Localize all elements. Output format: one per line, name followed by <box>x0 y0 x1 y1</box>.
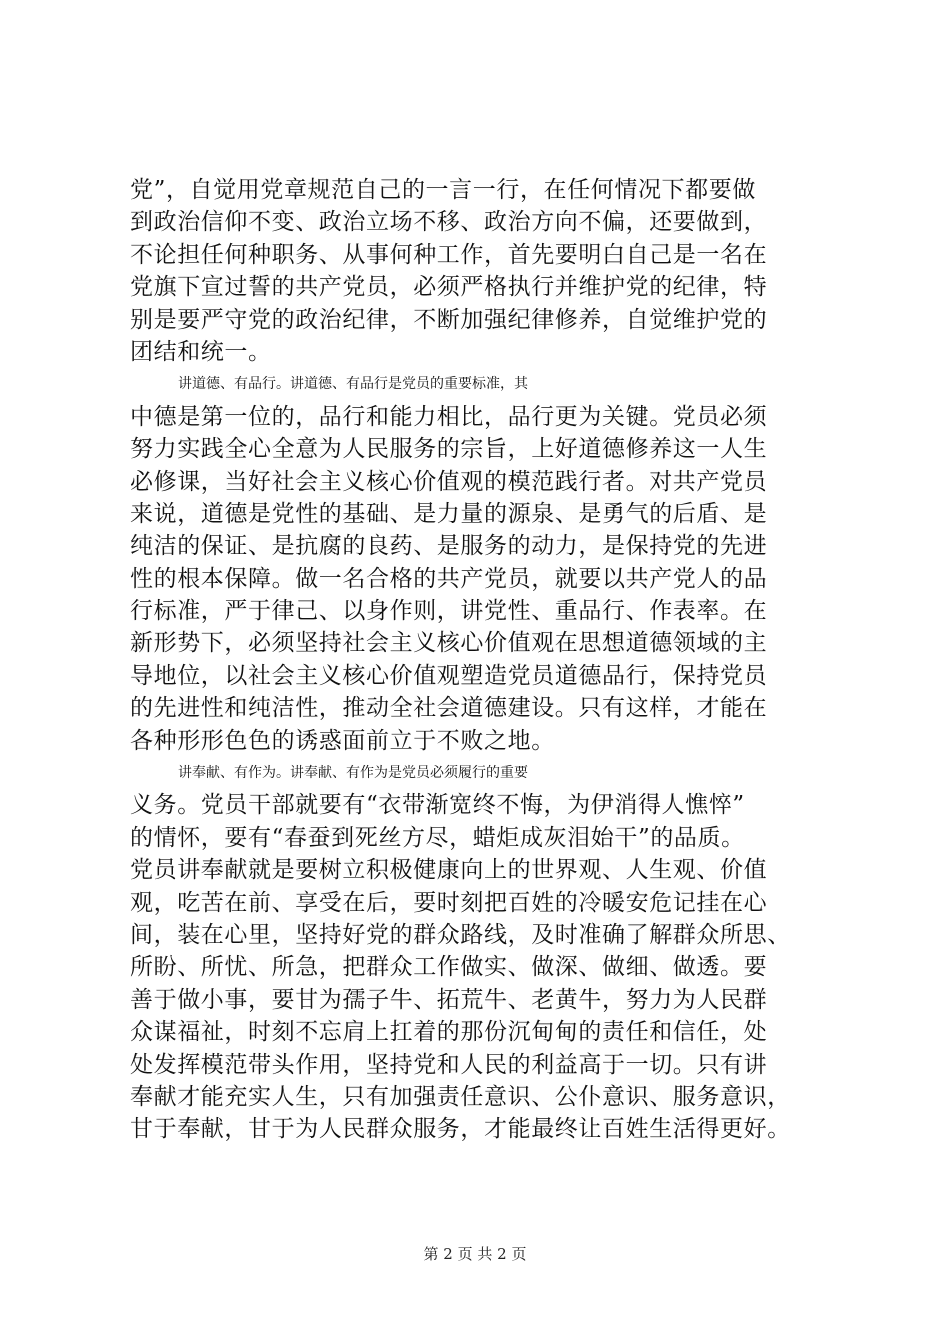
text-line: 团结和统一。 <box>130 338 272 365</box>
text-line: 观，吃苦在前、享受在后，要时刻把百姓的冷暖安危记挂在心 <box>130 889 768 916</box>
text-line: 不论担任何种职务、从事何种工作，首先要明白自己是一名在 <box>130 241 768 268</box>
text-line: 的先进性和纯洁性，推动全社会道德建设。只有这样，才能在 <box>130 695 768 722</box>
text-line: 导地位，以社会主义核心价值观塑造党员道德品行，保持党员 <box>130 662 768 689</box>
text-line: 的情怀，要有“春蚕到死丝方尽，蜡炬成灰泪始干”的品质。 <box>130 824 745 851</box>
text-line: 努力实践全心全意为人民服务的宗旨，上好道德修养这一人生 <box>130 436 768 463</box>
text-line: 善于做小事，要甘为孺子牛、拓荒牛、老黄牛，努力为人民群 <box>130 986 768 1013</box>
text-line: 党旗下宣过誓的共产党员，必须严格执行并维护党的纪律，特 <box>130 274 768 301</box>
text-line: 来说，道德是党性的基础、是力量的源泉、是勇气的后盾、是 <box>130 500 768 527</box>
text-line: 党员讲奉献就是要树立积极健康向上的世界观、人生观、价值 <box>130 857 768 884</box>
text-line: 纯洁的保证、是抗腐的良药、是服务的动力，是保持党的先进 <box>130 533 768 560</box>
text-line: 党”，自觉用党章规范自己的一言一行，在任何情况下都要做 <box>130 177 756 203</box>
text-line: 义务。党员干部就要有“衣带渐宽终不悔，为伊消得人憔悴” <box>130 792 745 819</box>
text-line: 行标准，严于律己、以身作则，讲党性、重品行、作表率。在 <box>130 598 768 625</box>
text-line: 甘于奉献，甘于为人民群众服务，才能最终让百姓生活得更好。 <box>130 1116 791 1143</box>
page-footer: 第 2 页 共 2 页 <box>423 1245 527 1263</box>
text-line: 讲道德、有品行。讲道德、有品行是党员的重要标准，其 <box>178 376 528 393</box>
text-line: 间，装在心里，坚持好党的群众路线，及时准确了解群众所思、 <box>130 921 791 948</box>
text-line: 奉献才能充实人生，只有加强责任意识、公仆意识、服务意识， <box>130 1083 791 1110</box>
text-line: 所盼、所忧、所急，把群众工作做实、做深、做细、做透。要 <box>130 954 768 981</box>
text-line: 众谋福祉，时刻不忘肩上扛着的那份沉甸甸的责任和信任，处 <box>130 1019 768 1046</box>
text-line: 到政治信仰不变、政治立场不移、政治方向不偏，还要做到， <box>130 209 768 236</box>
text-line: 新形势下，必须坚持社会主义核心价值观在思想道德领域的主 <box>130 630 768 657</box>
text-line: 性的根本保障。做一名合格的共产党员，就要以共产党人的品 <box>130 565 768 592</box>
text-line: 处发挥模范带头作用，坚持党和人民的利益高于一切。只有讲 <box>130 1051 768 1078</box>
text-line: 必修课，当好社会主义核心价值观的模范践行者。对共产党员 <box>130 468 768 495</box>
document-body <box>130 174 832 1146</box>
text-line: 别是要严守党的政治纪律，不断加强纪律修养，自觉维护党的 <box>130 306 768 333</box>
text-line: 各种形形色色的诱惑面前立于不败之地。 <box>130 727 555 754</box>
text-line: 中德是第一位的，品行和能力相比，品行更为关键。党员必须 <box>130 403 768 430</box>
text-line: 讲奉献、有作为。讲奉献、有作为是党员必须履行的重要 <box>178 765 528 782</box>
